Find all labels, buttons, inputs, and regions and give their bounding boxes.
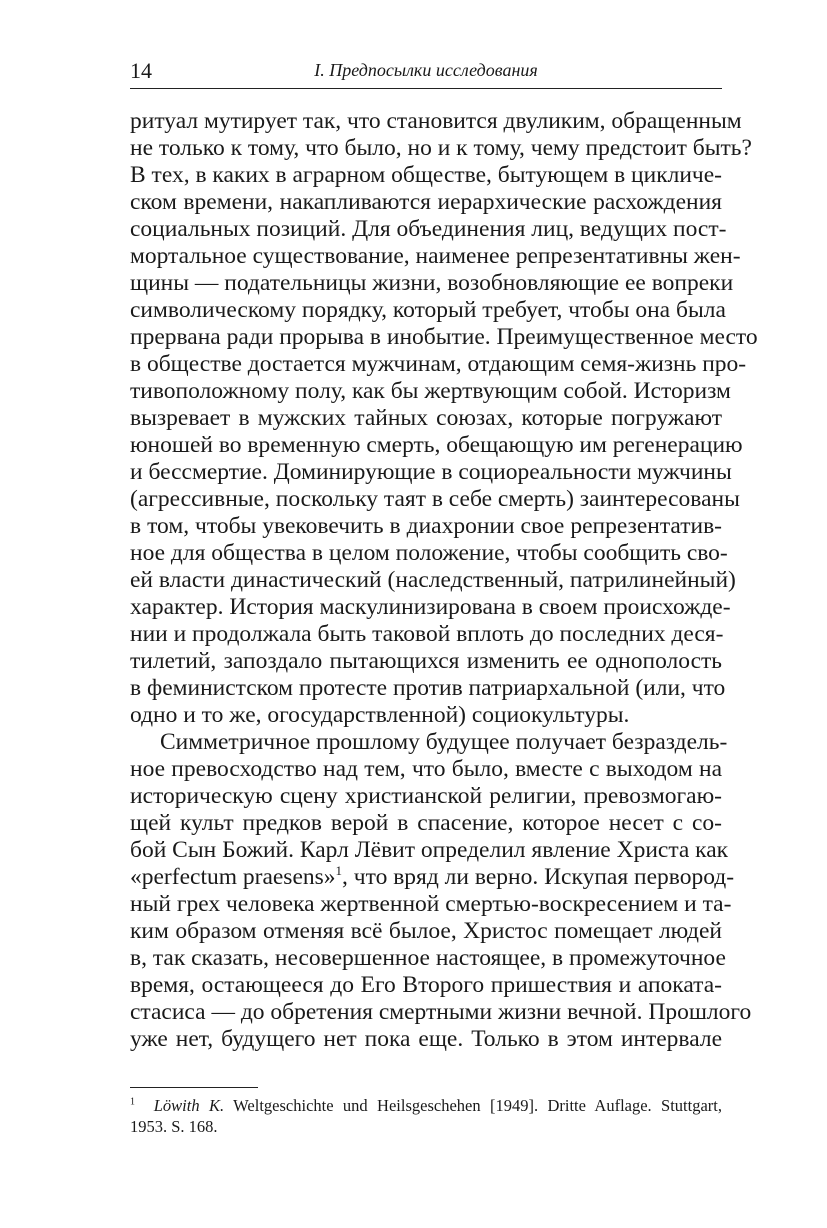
text-line: уже нет, будущего нет пока еще. Только в этом интервале bbox=[130, 1026, 722, 1052]
text-line: в обществе достается мужчинам, отдающим семя-жизнь про- bbox=[130, 351, 747, 377]
text-line: мортальное существование, наименее репрезентативны жен- bbox=[130, 243, 741, 269]
text-line: ное для общества в целом положение, чтобы сообщить сво- bbox=[130, 540, 728, 566]
text-line: вызревает в мужских тайных союзах, которые погружают bbox=[130, 405, 722, 431]
paragraph bbox=[130, 108, 758, 729]
footnote-reference[interactable]: 1 bbox=[335, 863, 343, 879]
text-line: историческую сцену христианской религии, превозмогаю- bbox=[130, 783, 722, 809]
text-line: тивоположному полу, как бы жертвующим собой. Историзм bbox=[130, 378, 731, 404]
text-line: юношей во временную смерть, обещающую им регенерацию bbox=[130, 432, 743, 458]
text-line: бой Сын Божий. Карл Лёвит определил явление Христа как bbox=[130, 837, 729, 863]
text-segment: «perfectum praesens» bbox=[130, 864, 336, 890]
text-line: нии и продолжала быть таковой вплоть до последних деся- bbox=[130, 621, 724, 647]
text-line: В тех, в каких в аграрном обществе, бытующем в цикличе- bbox=[130, 162, 722, 188]
text-line: в, так сказать, несовершенное настоящее, в промежуточное bbox=[130, 945, 726, 971]
text-line: характер. История маскулинизирована в своем происхожде- bbox=[130, 594, 731, 620]
footnote bbox=[130, 1095, 722, 1137]
footnote-marker: 1 bbox=[130, 1096, 135, 1108]
footnote-title: Weltgeschichte und Heilsgeschehen [1949]. Dritte Auflage. Stuttgart, bbox=[224, 1096, 722, 1115]
text-line: не только к тому, что было, но и к тому, чему предстоит быть? bbox=[130, 135, 752, 161]
text-line: ритуал мутирует так, что становится двуликим, обращенным bbox=[130, 108, 742, 134]
text-segment: , что вряд ли верно. Искупая первород- bbox=[342, 864, 735, 890]
page-number: 14 bbox=[130, 58, 152, 83]
text-line: (агрессивные, поскольку таят в себе смерть) заинтересованы bbox=[130, 486, 740, 512]
text-line: ное превосходство над тем, что было, вместе с выходом на bbox=[130, 756, 722, 782]
text-line: ском времени, накапливаются иерархические расхождения bbox=[130, 189, 722, 215]
body-text bbox=[130, 108, 758, 1053]
text-line: в феминистском протесте против патриархальной (или, что bbox=[130, 675, 726, 701]
text-line: щины — подательницы жизни, возобновляющие ее вопреки bbox=[130, 270, 734, 296]
footnote-author: Löwith K. bbox=[153, 1096, 225, 1115]
text-line: стасиса — до обретения смертными жизни вечной. Прошлого bbox=[130, 999, 752, 1025]
text-line: время, остающееся до Его Второго пришествия и апоката- bbox=[130, 972, 722, 998]
footnote-line bbox=[130, 1095, 722, 1116]
text-line: и бессмертие. Доминирующие в социореальности мужчины bbox=[130, 459, 732, 485]
text-line: щей культ предков верой в спасение, которое несет с со- bbox=[130, 810, 722, 836]
text-line: в том, чтобы увековечить в диахронии свое репрезентатив- bbox=[130, 513, 722, 539]
text-line: ный грех человека жертвенной смертью-воскресением и та- bbox=[130, 891, 732, 917]
text-line: одно и то же, огосударствленной) социокультуры. bbox=[130, 702, 630, 728]
paragraph bbox=[130, 729, 752, 1053]
footnote-line: 1953. S. 168. bbox=[130, 1117, 218, 1136]
page-header bbox=[130, 56, 722, 89]
text-line: социальных позиций. Для объединения лиц, ведущих пост- bbox=[130, 216, 727, 242]
footnote-divider bbox=[130, 1087, 258, 1088]
text-line: ким образом отменяя всё былое, Христос помещает людей bbox=[130, 918, 722, 944]
text-line: Симметричное прошлому будущее получает безраздель- bbox=[160, 729, 728, 755]
text-line: прервана ради прорыва в инобытие. Преимущественное место bbox=[130, 324, 758, 350]
text-line: символическому порядку, который требует, чтобы она была bbox=[130, 297, 726, 323]
text-line: тилетий, запоздало пытающихся изменить ее однополость bbox=[130, 648, 722, 674]
running-title: I. Предпосылки исследования bbox=[314, 60, 538, 80]
text-line bbox=[130, 863, 735, 891]
text-line: ей власти династический (наследственный, патрилинейный) bbox=[130, 567, 736, 593]
